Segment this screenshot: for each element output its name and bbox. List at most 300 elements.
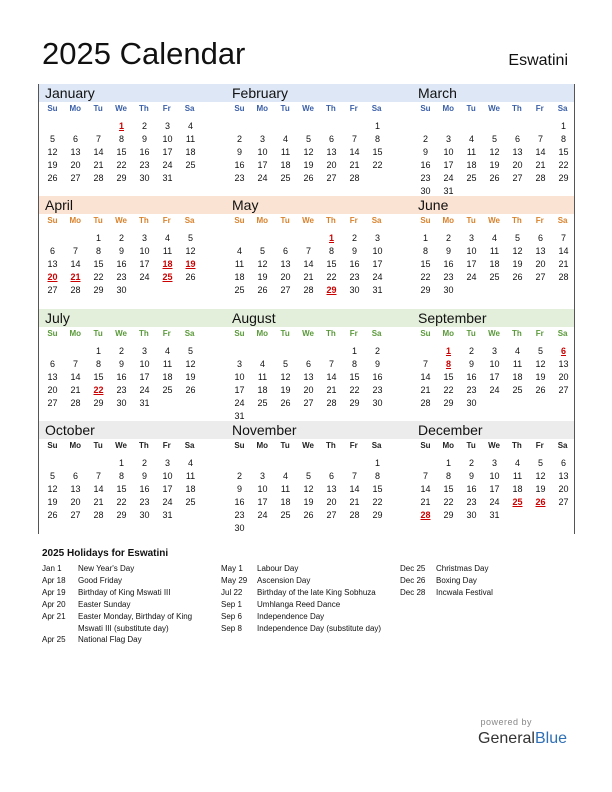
day-cell: 16 [349,259,360,269]
day-cell: 18 [512,484,523,494]
weekday-label: We [115,329,127,338]
day-cell: 18 [234,272,245,282]
empty-cell [529,120,552,133]
day-cell: 2 [374,346,380,356]
holiday-day-cell: 19 [185,259,196,269]
weekday-label: Th [325,441,336,450]
empty-cell [64,345,87,358]
day-cell: 9 [351,246,357,256]
weekday-label: Tu [466,441,476,450]
holiday-day-cell: 20 [47,272,58,282]
day-cell: 7 [95,471,101,481]
day-cell: 21 [326,385,337,395]
day-cell: 5 [187,233,193,243]
month-name: August [232,310,276,326]
day-cell: 22 [443,497,454,507]
day-cell: 24 [139,272,150,282]
day-cell: 19 [47,160,58,170]
day-cell: 3 [374,233,380,243]
day-cell: 29 [443,510,454,520]
day-cell: 8 [351,359,357,369]
day-cell: 3 [491,458,497,468]
month-name: March [418,85,457,101]
day-cell: 1 [95,346,101,356]
day-cell: 23 [466,385,477,395]
day-cell: 26 [280,398,291,408]
weekday-header [414,216,574,230]
weekday-label: We [115,104,127,113]
day-cell: 7 [537,134,543,144]
day-cell: 5 [187,346,193,356]
weekday-label: Th [138,329,149,338]
day-cell: 11 [257,372,268,382]
holiday-item [221,563,391,575]
day-cell: 16 [466,372,477,382]
day-cell: 30 [466,398,477,408]
day-cell: 10 [443,147,454,157]
day-cell: 4 [236,246,242,256]
day-cell: 29 [349,398,360,408]
day-cell: 23 [139,497,150,507]
day-cell: 10 [489,471,500,481]
holiday-date: Jul 22 [221,587,243,597]
holidays-title: 2025 Holidays for Eswatini [42,548,169,559]
day-cell: 17 [466,259,477,269]
empty-cell [320,457,343,470]
day-cell: 18 [466,160,477,170]
day-cell: 6 [328,471,334,481]
weekday-label: Su [420,441,431,450]
day-cell: 24 [372,272,383,282]
day-cell: 18 [185,147,196,157]
weekday-label: Sa [184,329,195,338]
empty-cell [483,120,506,133]
day-grid [41,345,202,410]
day-cell: 19 [535,372,546,382]
weekday-label: Sa [184,104,195,113]
holiday-name: Birthday of the late King Sobhuza [257,587,376,597]
day-cell: 15 [116,147,127,157]
day-cell: 14 [70,372,81,382]
month-name: June [418,197,449,213]
weekday-label: Fr [162,441,171,450]
day-cell: 24 [162,160,173,170]
day-cell: 11 [280,147,291,157]
day-cell: 9 [236,484,242,494]
day-cell: 12 [535,359,546,369]
day-cell: 16 [372,372,383,382]
day-cell: 19 [185,372,196,382]
weekday-label: Sa [184,441,195,450]
day-cell: 16 [139,147,150,157]
day-cell: 14 [70,259,81,269]
day-cell: 1 [374,458,380,468]
day-grid [414,457,575,522]
day-cell: 24 [257,173,268,183]
holiday-day-cell: 22 [93,385,104,395]
weekday-label: Tu [280,329,290,338]
holiday-date: Apr 21 [42,611,66,621]
day-cell: 17 [257,160,268,170]
empty-cell [320,120,343,133]
holiday-name: Ascension Day [257,575,311,585]
day-cell: 8 [95,359,101,369]
day-cell: 24 [489,497,500,507]
day-cell: 5 [514,233,520,243]
day-cell: 9 [445,246,451,256]
empty-cell [87,120,110,133]
month-name: January [45,85,95,101]
day-cell: 13 [512,147,523,157]
holiday-item [221,599,391,611]
day-cell: 17 [489,484,500,494]
weekday-label: We [115,216,127,225]
weekday-label: Mo [442,216,455,225]
day-cell: 21 [93,497,104,507]
holiday-day-cell: 1 [118,121,124,131]
day-cell: 25 [489,272,500,282]
holiday-date: Apr 18 [42,575,66,585]
brand-general: General [478,730,535,747]
quarter-band-3 [39,309,574,327]
day-cell: 3 [164,121,170,131]
day-cell: 20 [326,497,337,507]
day-cell: 3 [491,346,497,356]
day-cell: 18 [185,484,196,494]
empty-cell [343,457,366,470]
weekday-label: Fr [535,216,544,225]
day-cell: 2 [236,134,242,144]
day-cell: 22 [326,272,337,282]
day-cell: 17 [139,259,150,269]
day-cell: 15 [116,484,127,494]
day-cell: 27 [512,173,523,183]
day-cell: 11 [185,471,196,481]
weekday-label: Sa [557,216,568,225]
day-cell: 26 [47,510,58,520]
day-cell: 9 [422,147,428,157]
day-cell: 12 [47,147,58,157]
holiday-item [42,599,212,611]
empty-cell [320,345,343,358]
day-cell: 8 [374,134,380,144]
day-cell: 31 [162,510,173,520]
weekday-label: We [302,441,314,450]
holiday-day-cell: 21 [70,272,81,282]
powered-by-text: powered by [480,717,532,727]
weekday-label: Fr [349,104,358,113]
holiday-date: Dec 25 [400,564,426,573]
holiday-item [221,575,391,587]
day-cell: 8 [118,134,124,144]
day-cell: 27 [47,285,58,295]
day-cell: 28 [93,173,104,183]
day-cell: 29 [443,398,454,408]
weekday-label: Su [47,104,58,113]
weekday-label: Sa [557,441,568,450]
holiday-item [42,563,212,575]
day-cell: 7 [305,246,311,256]
day-cell: 25 [185,497,196,507]
day-cell: 12 [535,471,546,481]
holiday-date: Dec 28 [400,587,426,597]
day-cell: 9 [141,471,147,481]
day-cell: 17 [162,147,173,157]
day-cell: 5 [49,471,55,481]
day-cell: 13 [280,259,291,269]
day-cell: 4 [282,134,288,144]
weekday-label: Sa [371,104,382,113]
weekday-label: Fr [162,329,171,338]
weekday-label: Tu [93,216,103,225]
weekday-label: Tu [280,441,290,450]
weekday-label: Fr [535,441,544,450]
day-cell: 16 [420,160,431,170]
day-cell: 18 [162,372,173,382]
day-cell: 19 [47,497,58,507]
day-cell: 14 [420,484,431,494]
holiday-name: Incwala Festival [436,587,493,597]
day-cell: 13 [47,372,58,382]
day-cell: 23 [466,497,477,507]
day-cell: 25 [234,285,245,295]
day-cell: 22 [372,160,383,170]
day-cell: 10 [162,134,173,144]
day-cell: 22 [372,497,383,507]
day-cell: 7 [560,233,566,243]
day-cell: 2 [351,233,357,243]
empty-cell [297,457,320,470]
day-cell: 14 [93,147,104,157]
day-cell: 3 [141,233,147,243]
day-cell: 10 [139,246,150,256]
holiday-day-cell: 1 [445,346,451,356]
holiday-day-cell: 1 [328,233,334,243]
day-cell: 28 [93,510,104,520]
day-cell: 11 [234,259,245,269]
day-cell: 27 [326,173,337,183]
holiday-item [221,587,391,599]
empty-cell [343,120,366,133]
day-cell: 23 [234,510,245,520]
day-cell: 29 [93,285,104,295]
empty-cell [228,120,251,133]
holiday-date: Dec 26 [400,575,426,585]
day-cell: 24 [466,272,477,282]
holiday-date: Sep 1 [221,599,242,609]
day-cell: 30 [466,510,477,520]
day-cell: 17 [372,259,383,269]
day-cell: 11 [280,484,291,494]
day-cell: 20 [70,160,81,170]
holiday-day-cell: 6 [560,346,566,356]
day-cell: 30 [234,523,245,533]
empty-cell [274,345,297,358]
day-cell: 7 [95,134,101,144]
day-cell: 16 [116,372,127,382]
month-name: February [232,85,289,101]
weekday-label: We [488,329,500,338]
day-cell: 16 [443,259,454,269]
day-cell: 1 [351,346,357,356]
day-cell: 30 [420,186,431,196]
day-cell: 16 [466,484,477,494]
day-cell: 27 [558,497,569,507]
day-cell: 1 [560,121,566,131]
day-cell: 20 [70,497,81,507]
day-cell: 22 [93,272,104,282]
day-cell: 15 [420,259,431,269]
weekday-label: Fr [535,329,544,338]
weekday-label: Sa [371,329,382,338]
calendar-grid [38,84,575,534]
day-cell: 3 [468,233,474,243]
day-cell: 31 [443,186,454,196]
holiday-day-cell: 28 [420,510,431,520]
day-cell: 6 [49,246,55,256]
day-cell: 21 [420,497,431,507]
weekday-label: Tu [280,104,290,113]
weekday-label: Su [234,441,245,450]
day-cell: 27 [558,385,569,395]
holiday-day-cell: 18 [162,259,173,269]
day-cell: 6 [282,246,288,256]
holiday-item [400,575,570,587]
day-cell: 18 [489,259,500,269]
day-grid [228,120,389,185]
day-cell: 28 [70,398,81,408]
day-cell: 20 [558,372,569,382]
day-cell: 23 [139,160,150,170]
empty-cell [251,120,274,133]
day-cell: 26 [185,272,196,282]
day-cell: 24 [489,385,500,395]
day-cell: 2 [468,458,474,468]
day-cell: 21 [535,160,546,170]
day-cell: 3 [259,134,265,144]
day-cell: 7 [72,359,78,369]
day-cell: 21 [558,259,569,269]
holiday-name: New Year's Day [78,564,135,573]
quarter-band-1 [39,84,574,102]
holiday-list-column [42,563,212,646]
day-cell: 22 [420,272,431,282]
day-cell: 10 [139,359,150,369]
holiday-name: Independence Day (substitute day) [257,623,382,633]
day-cell: 6 [305,359,311,369]
day-cell: 2 [468,346,474,356]
day-cell: 25 [185,160,196,170]
day-cell: 5 [49,134,55,144]
weekday-label: Fr [349,441,358,450]
quarter-band-4 [39,421,574,439]
day-cell: 18 [280,497,291,507]
day-cell: 22 [116,160,127,170]
day-cell: 15 [372,484,383,494]
day-cell: 17 [162,484,173,494]
day-grid [228,345,389,423]
day-cell: 8 [560,134,566,144]
weekday-label: Sa [557,329,568,338]
weekday-label: Su [420,216,431,225]
day-cell: 5 [282,359,288,369]
day-cell: 19 [303,497,314,507]
day-cell: 17 [489,372,500,382]
weekday-label: Th [138,104,149,113]
day-cell: 14 [349,147,360,157]
day-cell: 4 [164,233,170,243]
day-cell: 28 [326,398,337,408]
day-cell: 31 [372,285,383,295]
weekday-label: We [488,441,500,450]
month-name: April [45,197,74,213]
empty-cell [297,120,320,133]
day-cell: 1 [374,121,380,131]
day-cell: 10 [257,147,268,157]
weekday-label: We [302,104,314,113]
day-cell: 29 [420,285,431,295]
day-cell: 1 [118,458,124,468]
day-cell: 12 [489,147,500,157]
weekday-label: Su [234,104,245,113]
day-cell: 3 [445,134,451,144]
day-cell: 12 [185,246,196,256]
weekday-label: We [302,329,314,338]
day-cell: 27 [70,510,81,520]
weekday-header [41,329,201,343]
weekday-label: Fr [349,329,358,338]
weekday-label: Mo [256,104,269,113]
day-cell: 4 [187,458,193,468]
day-cell: 25 [280,173,291,183]
day-cell: 30 [443,285,454,295]
day-cell: 2 [141,458,147,468]
month-name: December [418,422,483,438]
day-cell: 6 [72,134,78,144]
day-cell: 10 [489,359,500,369]
holiday-day-cell: 8 [445,359,451,369]
weekday-label: Tu [93,104,103,113]
empty-cell [41,120,64,133]
day-cell: 4 [491,233,497,243]
day-cell: 24 [234,398,245,408]
holiday-date: May 29 [221,575,248,585]
day-cell: 6 [560,458,566,468]
day-grid [414,345,575,410]
empty-cell [64,232,87,245]
weekday-label: Th [325,104,336,113]
brand-logo[interactable] [478,730,567,748]
day-cell: 21 [303,272,314,282]
day-cell: 4 [164,346,170,356]
weekday-label: We [115,441,127,450]
day-cell: 19 [512,259,523,269]
holiday-item [221,611,391,623]
day-cell: 15 [93,259,104,269]
brand-blue: Blue [534,730,567,747]
weekday-label: Tu [93,329,103,338]
day-cell: 8 [118,471,124,481]
day-cell: 22 [443,385,454,395]
holiday-item [400,563,570,575]
empty-cell [228,232,251,245]
day-cell: 30 [116,398,127,408]
day-grid [414,120,575,198]
day-cell: 2 [445,233,451,243]
holiday-list-column [221,563,391,634]
day-cell: 8 [445,471,451,481]
empty-cell [274,232,297,245]
